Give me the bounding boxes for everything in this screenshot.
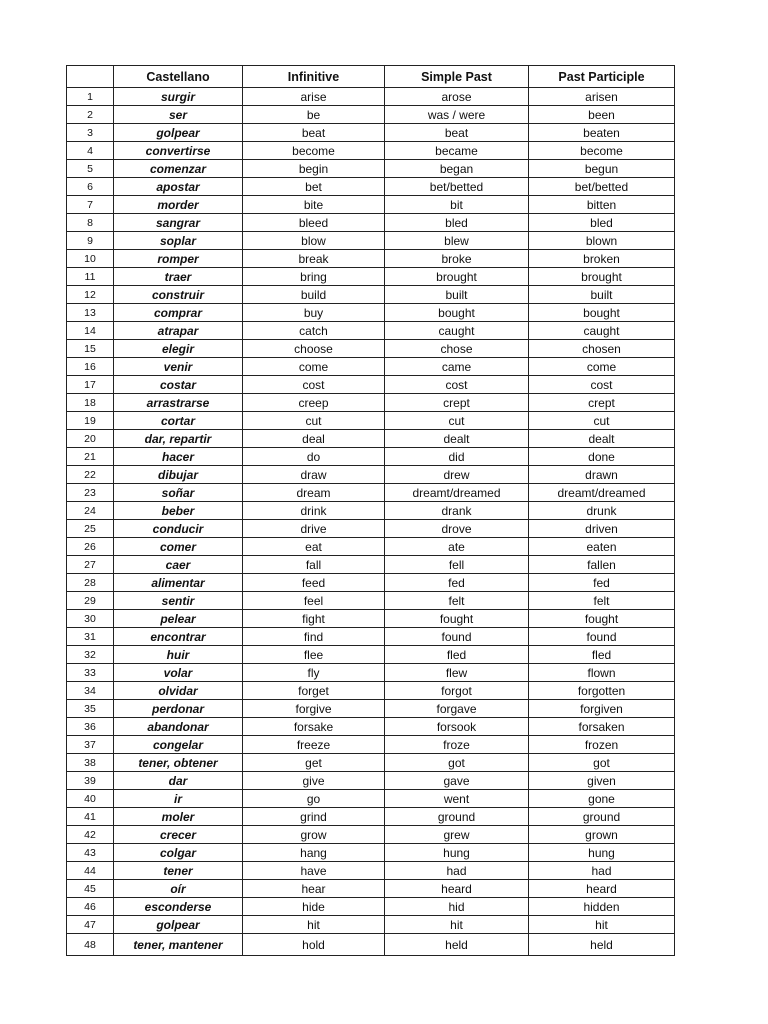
past-participle-cell: drunk [529, 502, 675, 520]
row-number: 30 [67, 610, 114, 628]
simple-past-cell: caught [385, 322, 529, 340]
infinitive-cell: feel [243, 592, 385, 610]
table-row [67, 772, 675, 790]
simple-past-cell: arose [385, 88, 529, 106]
past-participle-cell: cost [529, 376, 675, 394]
infinitive-cell: grind [243, 808, 385, 826]
castellano-cell: abandonar [114, 718, 243, 736]
simple-past-cell: felt [385, 592, 529, 610]
castellano-cell: caer [114, 556, 243, 574]
infinitive-cell: build [243, 286, 385, 304]
simple-past-cell: broke [385, 250, 529, 268]
table-row [67, 142, 675, 160]
infinitive-cell: begin [243, 160, 385, 178]
header-simple-past: Simple Past [385, 66, 529, 88]
infinitive-cell: freeze [243, 736, 385, 754]
row-number: 7 [67, 196, 114, 214]
table-row [67, 340, 675, 358]
row-number: 8 [67, 214, 114, 232]
row-number: 2 [67, 106, 114, 124]
row-number: 32 [67, 646, 114, 664]
castellano-cell: soñar [114, 484, 243, 502]
past-participle-cell: flown [529, 664, 675, 682]
row-number: 43 [67, 844, 114, 862]
table-row [67, 682, 675, 700]
simple-past-cell: held [385, 934, 529, 956]
infinitive-cell: hold [243, 934, 385, 956]
simple-past-cell: blew [385, 232, 529, 250]
simple-past-cell: brought [385, 268, 529, 286]
castellano-cell: oír [114, 880, 243, 898]
past-participle-cell: come [529, 358, 675, 376]
infinitive-cell: hide [243, 898, 385, 916]
past-participle-cell: held [529, 934, 675, 956]
simple-past-cell: fed [385, 574, 529, 592]
infinitive-cell: choose [243, 340, 385, 358]
past-participle-cell: frozen [529, 736, 675, 754]
row-number: 9 [67, 232, 114, 250]
row-number: 20 [67, 430, 114, 448]
infinitive-cell: fly [243, 664, 385, 682]
castellano-cell: colgar [114, 844, 243, 862]
infinitive-cell: forgive [243, 700, 385, 718]
castellano-cell: crecer [114, 826, 243, 844]
table-row [67, 646, 675, 664]
castellano-cell: traer [114, 268, 243, 286]
castellano-cell: olvidar [114, 682, 243, 700]
table-row [67, 916, 675, 934]
castellano-cell: pelear [114, 610, 243, 628]
castellano-cell: surgir [114, 88, 243, 106]
simple-past-cell: ground [385, 808, 529, 826]
table-row [67, 178, 675, 196]
table-row [67, 88, 675, 106]
castellano-cell: sentir [114, 592, 243, 610]
past-participle-cell: bet/betted [529, 178, 675, 196]
simple-past-cell: hid [385, 898, 529, 916]
table-row [67, 358, 675, 376]
castellano-cell: dar [114, 772, 243, 790]
past-participle-cell: had [529, 862, 675, 880]
row-number: 19 [67, 412, 114, 430]
castellano-cell: conducir [114, 520, 243, 538]
infinitive-cell: blow [243, 232, 385, 250]
row-number: 47 [67, 916, 114, 934]
table-row [67, 376, 675, 394]
infinitive-cell: feed [243, 574, 385, 592]
past-participle-cell: got [529, 754, 675, 772]
row-number: 6 [67, 178, 114, 196]
table-row [67, 160, 675, 178]
past-participle-cell: bitten [529, 196, 675, 214]
past-participle-cell: gone [529, 790, 675, 808]
simple-past-cell: forgot [385, 682, 529, 700]
past-participle-cell: built [529, 286, 675, 304]
simple-past-cell: built [385, 286, 529, 304]
past-participle-cell: fallen [529, 556, 675, 574]
infinitive-cell: fight [243, 610, 385, 628]
past-participle-cell: arisen [529, 88, 675, 106]
simple-past-cell: dealt [385, 430, 529, 448]
simple-past-cell: bought [385, 304, 529, 322]
row-number: 45 [67, 880, 114, 898]
infinitive-cell: arise [243, 88, 385, 106]
infinitive-cell: find [243, 628, 385, 646]
table-row [67, 214, 675, 232]
verb-table-container [66, 65, 674, 956]
table-row [67, 268, 675, 286]
row-number: 14 [67, 322, 114, 340]
infinitive-cell: drive [243, 520, 385, 538]
castellano-cell: moler [114, 808, 243, 826]
castellano-cell: encontrar [114, 628, 243, 646]
table-row [67, 574, 675, 592]
simple-past-cell: fell [385, 556, 529, 574]
row-number: 40 [67, 790, 114, 808]
table-row [67, 502, 675, 520]
castellano-cell: golpear [114, 916, 243, 934]
infinitive-cell: break [243, 250, 385, 268]
infinitive-cell: become [243, 142, 385, 160]
past-participle-cell: crept [529, 394, 675, 412]
past-participle-cell: blown [529, 232, 675, 250]
table-row [67, 538, 675, 556]
simple-past-cell: bet/betted [385, 178, 529, 196]
table-row [67, 124, 675, 142]
infinitive-cell: cut [243, 412, 385, 430]
header-castellano: Castellano [114, 66, 243, 88]
past-participle-cell: brought [529, 268, 675, 286]
table-header-row [67, 66, 675, 88]
infinitive-cell: hear [243, 880, 385, 898]
row-number: 5 [67, 160, 114, 178]
infinitive-cell: beat [243, 124, 385, 142]
row-number: 16 [67, 358, 114, 376]
row-number: 36 [67, 718, 114, 736]
infinitive-cell: fall [243, 556, 385, 574]
row-number: 38 [67, 754, 114, 772]
table-row [67, 934, 675, 956]
infinitive-cell: dream [243, 484, 385, 502]
row-number: 29 [67, 592, 114, 610]
table-row [67, 592, 675, 610]
castellano-cell: soplar [114, 232, 243, 250]
infinitive-cell: do [243, 448, 385, 466]
infinitive-cell: eat [243, 538, 385, 556]
castellano-cell: beber [114, 502, 243, 520]
infinitive-cell: bite [243, 196, 385, 214]
row-number: 13 [67, 304, 114, 322]
past-participle-cell: hidden [529, 898, 675, 916]
table-row [67, 322, 675, 340]
row-number: 15 [67, 340, 114, 358]
past-participle-cell: heard [529, 880, 675, 898]
infinitive-cell: hit [243, 916, 385, 934]
infinitive-cell: forsake [243, 718, 385, 736]
infinitive-cell: bring [243, 268, 385, 286]
castellano-cell: ser [114, 106, 243, 124]
simple-past-cell: chose [385, 340, 529, 358]
simple-past-cell: was / were [385, 106, 529, 124]
table-row [67, 430, 675, 448]
past-participle-cell: fled [529, 646, 675, 664]
simple-past-cell: cost [385, 376, 529, 394]
past-participle-cell: bled [529, 214, 675, 232]
table-row [67, 718, 675, 736]
simple-past-cell: bled [385, 214, 529, 232]
row-number: 22 [67, 466, 114, 484]
castellano-cell: romper [114, 250, 243, 268]
past-participle-cell: chosen [529, 340, 675, 358]
past-participle-cell: forsaken [529, 718, 675, 736]
header-number [67, 66, 114, 88]
infinitive-cell: bet [243, 178, 385, 196]
table-row [67, 862, 675, 880]
infinitive-cell: catch [243, 322, 385, 340]
row-number: 10 [67, 250, 114, 268]
castellano-cell: comprar [114, 304, 243, 322]
table-row [67, 736, 675, 754]
past-participle-cell: grown [529, 826, 675, 844]
past-participle-cell: hung [529, 844, 675, 862]
row-number: 27 [67, 556, 114, 574]
simple-past-cell: did [385, 448, 529, 466]
infinitive-cell: go [243, 790, 385, 808]
castellano-cell: tener, mantener [114, 934, 243, 956]
simple-past-cell: bit [385, 196, 529, 214]
castellano-cell: sangrar [114, 214, 243, 232]
castellano-cell: congelar [114, 736, 243, 754]
past-participle-cell: broken [529, 250, 675, 268]
castellano-cell: comenzar [114, 160, 243, 178]
row-number: 4 [67, 142, 114, 160]
past-participle-cell: done [529, 448, 675, 466]
row-number: 44 [67, 862, 114, 880]
castellano-cell: apostar [114, 178, 243, 196]
past-participle-cell: eaten [529, 538, 675, 556]
table-row [67, 610, 675, 628]
past-participle-cell: forgiven [529, 700, 675, 718]
infinitive-cell: get [243, 754, 385, 772]
past-participle-cell: given [529, 772, 675, 790]
castellano-cell: hacer [114, 448, 243, 466]
row-number: 3 [67, 124, 114, 142]
table-row [67, 232, 675, 250]
row-number: 21 [67, 448, 114, 466]
simple-past-cell: began [385, 160, 529, 178]
castellano-cell: volar [114, 664, 243, 682]
row-number: 35 [67, 700, 114, 718]
castellano-cell: alimentar [114, 574, 243, 592]
infinitive-cell: draw [243, 466, 385, 484]
row-number: 23 [67, 484, 114, 502]
table-body [67, 88, 675, 956]
table-row [67, 880, 675, 898]
past-participle-cell: driven [529, 520, 675, 538]
infinitive-cell: buy [243, 304, 385, 322]
past-participle-cell: dreamt/dreamed [529, 484, 675, 502]
simple-past-cell: fought [385, 610, 529, 628]
simple-past-cell: had [385, 862, 529, 880]
table-row [67, 286, 675, 304]
simple-past-cell: found [385, 628, 529, 646]
castellano-cell: cortar [114, 412, 243, 430]
infinitive-cell: be [243, 106, 385, 124]
past-participle-cell: caught [529, 322, 675, 340]
row-number: 12 [67, 286, 114, 304]
castellano-cell: tener, obtener [114, 754, 243, 772]
infinitive-cell: creep [243, 394, 385, 412]
table-row [67, 250, 675, 268]
table-row [67, 484, 675, 502]
simple-past-cell: became [385, 142, 529, 160]
simple-past-cell: cut [385, 412, 529, 430]
row-number: 42 [67, 826, 114, 844]
table-row [67, 700, 675, 718]
past-participle-cell: drawn [529, 466, 675, 484]
table-row [67, 394, 675, 412]
table-row [67, 754, 675, 772]
simple-past-cell: crept [385, 394, 529, 412]
infinitive-cell: forget [243, 682, 385, 700]
castellano-cell: comer [114, 538, 243, 556]
simple-past-cell: drew [385, 466, 529, 484]
past-participle-cell: beaten [529, 124, 675, 142]
simple-past-cell: hung [385, 844, 529, 862]
row-number: 1 [67, 88, 114, 106]
irregular-verbs-table [66, 65, 675, 956]
row-number: 26 [67, 538, 114, 556]
row-number: 39 [67, 772, 114, 790]
table-row [67, 520, 675, 538]
table-row [67, 790, 675, 808]
table-row [67, 664, 675, 682]
simple-past-cell: went [385, 790, 529, 808]
row-number: 37 [67, 736, 114, 754]
table-row [67, 106, 675, 124]
table-row [67, 412, 675, 430]
table-row [67, 808, 675, 826]
table-row [67, 628, 675, 646]
castellano-cell: elegir [114, 340, 243, 358]
past-participle-cell: cut [529, 412, 675, 430]
simple-past-cell: flew [385, 664, 529, 682]
simple-past-cell: dreamt/dreamed [385, 484, 529, 502]
simple-past-cell: gave [385, 772, 529, 790]
simple-past-cell: forgave [385, 700, 529, 718]
infinitive-cell: deal [243, 430, 385, 448]
row-number: 33 [67, 664, 114, 682]
simple-past-cell: got [385, 754, 529, 772]
past-participle-cell: hit [529, 916, 675, 934]
table-row [67, 898, 675, 916]
infinitive-cell: come [243, 358, 385, 376]
castellano-cell: huir [114, 646, 243, 664]
castellano-cell: dibujar [114, 466, 243, 484]
simple-past-cell: heard [385, 880, 529, 898]
infinitive-cell: hang [243, 844, 385, 862]
castellano-cell: perdonar [114, 700, 243, 718]
infinitive-cell: drink [243, 502, 385, 520]
simple-past-cell: beat [385, 124, 529, 142]
castellano-cell: atrapar [114, 322, 243, 340]
past-participle-cell: felt [529, 592, 675, 610]
castellano-cell: dar, repartir [114, 430, 243, 448]
simple-past-cell: hit [385, 916, 529, 934]
row-number: 11 [67, 268, 114, 286]
header-past-participle: Past Participle [529, 66, 675, 88]
simple-past-cell: came [385, 358, 529, 376]
castellano-cell: construir [114, 286, 243, 304]
header-infinitive: Infinitive [243, 66, 385, 88]
infinitive-cell: cost [243, 376, 385, 394]
castellano-cell: convertirse [114, 142, 243, 160]
row-number: 24 [67, 502, 114, 520]
past-participle-cell: fed [529, 574, 675, 592]
simple-past-cell: ate [385, 538, 529, 556]
past-participle-cell: forgotten [529, 682, 675, 700]
simple-past-cell: forsook [385, 718, 529, 736]
table-row [67, 196, 675, 214]
castellano-cell: golpear [114, 124, 243, 142]
row-number: 28 [67, 574, 114, 592]
row-number: 25 [67, 520, 114, 538]
infinitive-cell: bleed [243, 214, 385, 232]
castellano-cell: costar [114, 376, 243, 394]
infinitive-cell: grow [243, 826, 385, 844]
infinitive-cell: have [243, 862, 385, 880]
simple-past-cell: drank [385, 502, 529, 520]
row-number: 18 [67, 394, 114, 412]
row-number: 34 [67, 682, 114, 700]
past-participle-cell: become [529, 142, 675, 160]
table-row [67, 466, 675, 484]
table-row [67, 556, 675, 574]
past-participle-cell: found [529, 628, 675, 646]
infinitive-cell: give [243, 772, 385, 790]
simple-past-cell: froze [385, 736, 529, 754]
table-row [67, 826, 675, 844]
past-participle-cell: begun [529, 160, 675, 178]
past-participle-cell: ground [529, 808, 675, 826]
castellano-cell: ir [114, 790, 243, 808]
table-row [67, 844, 675, 862]
row-number: 17 [67, 376, 114, 394]
row-number: 46 [67, 898, 114, 916]
table-row [67, 448, 675, 466]
simple-past-cell: drove [385, 520, 529, 538]
infinitive-cell: flee [243, 646, 385, 664]
past-participle-cell: bought [529, 304, 675, 322]
row-number: 41 [67, 808, 114, 826]
table-row [67, 304, 675, 322]
castellano-cell: esconderse [114, 898, 243, 916]
simple-past-cell: grew [385, 826, 529, 844]
past-participle-cell: been [529, 106, 675, 124]
simple-past-cell: fled [385, 646, 529, 664]
castellano-cell: arrastrarse [114, 394, 243, 412]
past-participle-cell: fought [529, 610, 675, 628]
castellano-cell: venir [114, 358, 243, 376]
past-participle-cell: dealt [529, 430, 675, 448]
row-number: 31 [67, 628, 114, 646]
castellano-cell: tener [114, 862, 243, 880]
row-number: 48 [67, 934, 114, 956]
castellano-cell: morder [114, 196, 243, 214]
